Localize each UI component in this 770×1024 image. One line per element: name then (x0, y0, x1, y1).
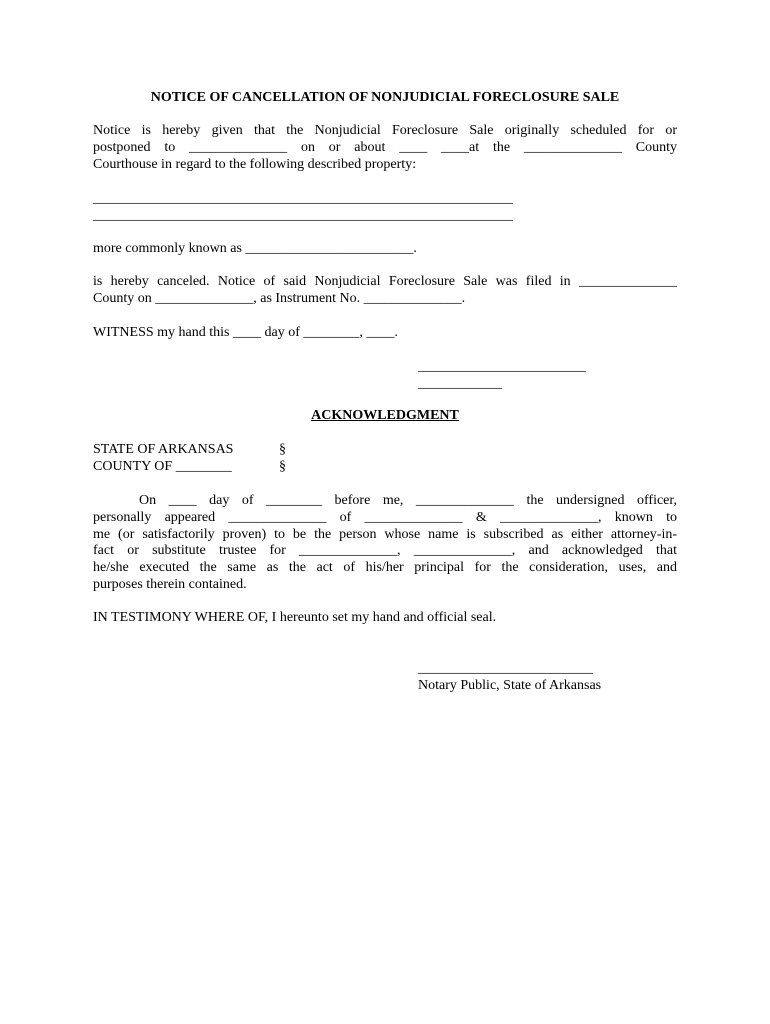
signature-line-1: ________________________ (418, 359, 586, 374)
signature-line-2: ____________ (418, 376, 502, 391)
section-symbol-state: § (279, 442, 286, 457)
notice-line-3: Courthouse in regard to the following described property: (93, 157, 417, 172)
notary-signature-line: _________________________ (418, 661, 593, 676)
notary-label: Notary Public, State of Arkansas (418, 678, 602, 693)
testimony-line: IN TESTIMONY WHERE OF, I hereunto set my hand and official seal. (93, 610, 497, 625)
state-label: STATE OF ARKANSAS (93, 442, 234, 457)
canceled-line-1: is hereby canceled. Notice of said Nonjudicial Foreclosure Sale was filed in ______________ (93, 274, 677, 289)
canceled-line-2: County on ______________, as Instrument No. ______________. (93, 291, 466, 306)
document-title: NOTICE OF CANCELLATION OF NONJUDICIAL FORECLOSURE SALE (150, 90, 620, 105)
ack-line-6: purposes therein contained. (93, 577, 247, 592)
commonly-known-line: more commonly known as ________________________. (93, 241, 417, 256)
ack-line-1: On ____ day of ________ before me, ______________ the undersigned officer, (139, 493, 677, 508)
witness-line: WITNESS my hand this ____ day of ________, ____. (93, 325, 398, 340)
notice-line-2: postponed to ______________ on or about ____ ____at the ______________ County (93, 140, 677, 155)
ack-line-2: personally appeared ______________ of ______________ & ______________, known to (93, 510, 677, 525)
ack-line-4: fact or substitute trustee for ______________, ______________, and acknowledged that (93, 543, 677, 558)
section-symbol-county: § (279, 459, 286, 474)
property-line-2: ____________________________________________________________ (93, 208, 513, 223)
notice-line-1: Notice is hereby given that the Nonjudicial Foreclosure Sale originally scheduled for or (93, 123, 677, 138)
county-label: COUNTY OF ________ (93, 459, 232, 474)
acknowledgment-heading: ACKNOWLEDGMENT (311, 408, 459, 423)
property-line-1: ____________________________________________________________ (93, 191, 513, 206)
ack-line-3: me (or satisfactorily proven) to be the person whose name is subscribed as either attorney-in- (93, 527, 677, 542)
ack-line-5: he/she executed the same as the act of his/her principal for the consideration, uses, and (93, 560, 677, 575)
